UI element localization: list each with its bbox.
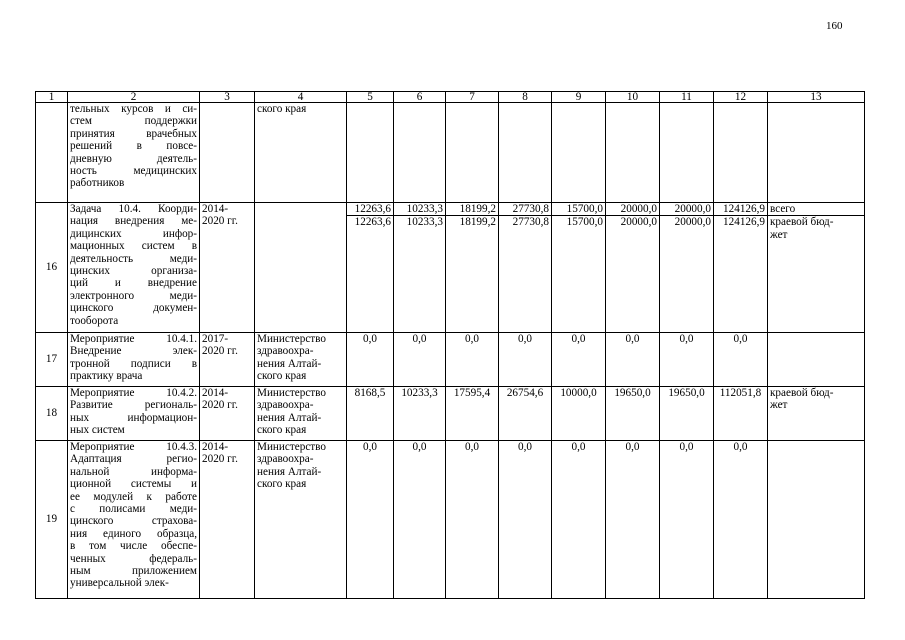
activity-name [68,203,200,333]
value: 12263,6 [347,215,393,228]
activity-name-line: тельных курсов и си- [70,103,197,115]
value: 20000,0 [660,215,713,228]
value-cell [347,333,394,387]
value: 27730,8 [499,215,551,228]
value: 10233,3 [394,215,445,228]
value: 0,0 [733,333,748,345]
activity-name-line: нация внедрения ме- [70,215,197,228]
executor [255,103,347,203]
executor [255,441,347,599]
header-cell: 1 [36,92,68,103]
activity-name-line: ность медицинских [70,165,197,178]
header-cell: 6 [394,92,446,103]
header-row [36,92,865,103]
value-cell [446,333,499,387]
activity-name-line: универсальной элек- [70,577,169,590]
funding-source [768,203,865,333]
value: 112051,8 [719,387,762,399]
activity-name-line: тооборота [70,314,119,327]
header-cell: 13 [768,92,865,103]
executor-line: ского края [257,103,307,115]
executor [255,333,347,387]
executor [255,203,347,333]
value-cell [394,387,446,441]
period-line: 2020 гг. [202,215,238,228]
header-cell: 2 [68,92,200,103]
activity-name [68,103,200,203]
row-number: 17 [36,333,68,387]
header-cell: 12 [714,92,768,103]
activity-name-line: цинских организа- [70,265,197,278]
funding-source-line: всего [770,203,796,215]
period-line: 2014- [202,387,229,399]
table-row [36,103,865,203]
funding-source [768,387,865,441]
value: 15700,0 [552,215,605,228]
activity-name-line: ным приложением [70,565,197,578]
value: 0,0 [625,333,640,345]
program-table [35,91,865,599]
value-cell [446,387,499,441]
value: 0,0 [412,441,427,453]
value-cell [606,441,660,599]
executor-line: Министерство [257,387,326,399]
activity-name-line: Мероприятие 10.4.3. [70,441,197,453]
activity-name-line: Мероприятие 10.4.2. [70,387,197,399]
table-row [36,387,865,441]
value: 0,0 [363,333,377,345]
executor-line: ского края [257,424,307,437]
header-cell: 10 [606,92,660,103]
activity-name-line: решений в повсе- [70,140,197,153]
value-cell [394,333,446,387]
activity-name-line: Внедрение элек- [70,345,197,358]
value-cell [552,387,606,441]
value-cell [499,333,552,387]
period-line: 2014- [202,441,229,453]
activity-name-line: практику врача [70,370,143,383]
value-cell [446,103,499,203]
activity-name-line: в том числе обеспе- [70,540,197,553]
value: 124126,9 [714,215,767,228]
executor-line: Министерство [257,441,326,453]
value: 10233,3 [406,203,443,215]
activity-name-line: нальной информа- [70,465,197,478]
activity-name-line: деятельность меди- [70,252,197,265]
activity-name-line: дицинских инфор- [70,227,197,240]
header-cell: 5 [347,92,394,103]
activity-name [68,441,200,599]
funding-source-line: краевой бюд- жет [770,387,834,412]
activity-name-line: Мероприятие 10.4.1. [70,333,197,345]
executor-line: здравоохра- [257,345,314,358]
activity-name-line: с полисами меди- [70,503,197,516]
period [200,203,255,333]
table-row [36,333,865,387]
activity-name-line: цинского докумен- [70,302,197,315]
table-row [36,203,865,333]
period [200,103,255,203]
value-cell [606,103,660,203]
header-cell: 11 [660,92,714,103]
value: 27730,8 [512,203,549,215]
value: 17595,4 [453,387,491,399]
value: 20000,0 [674,203,711,215]
funding-source [768,103,865,203]
value-cell [552,441,606,599]
value: 0,0 [518,441,532,453]
value: 19650,0 [614,387,651,399]
value: 12263,6 [354,203,391,215]
executor-line: нения Алтай- [257,411,322,424]
value-cell [499,441,552,599]
value-cell [499,103,552,203]
funding-source-line: краевой бюд- жет [768,215,864,241]
value-cell [394,203,446,333]
value-cell [552,203,606,333]
activity-name-line: ченных федераль- [70,552,197,565]
activity-name [68,387,200,441]
activity-name [68,333,200,387]
executor-line: ского края [257,370,307,383]
executor-line: Министерство [257,333,326,345]
value: 26754,6 [506,387,544,399]
value: 0,0 [679,441,694,453]
value: 18199,2 [446,215,498,228]
value-cell [499,203,552,333]
value: 18199,2 [459,203,496,215]
row-number: 18 [36,387,68,441]
activity-name-line: Адаптация регио- [70,453,197,466]
value-cell [499,387,552,441]
period-line: 2020 гг. [202,345,238,358]
value: 19650,0 [668,387,705,399]
activity-name-line: дневную деятель- [70,152,197,165]
value: 10233,3 [401,387,438,399]
period-line: 2017- [202,333,229,345]
executor [255,387,347,441]
value-cell [714,441,768,599]
value-cell [606,387,660,441]
period [200,387,255,441]
header-cell: 3 [200,92,255,103]
row-number [36,103,68,203]
value: 0,0 [625,441,640,453]
activity-name-line: работников [70,177,125,190]
funding-source [768,441,865,599]
value: 0,0 [465,441,479,453]
period-line: 2020 гг. [202,399,238,412]
executor-line: нения Алтай- [257,465,322,478]
activity-name-line: принятия врачебных [70,127,197,140]
activity-name-line: ее модулей к работе [70,490,197,503]
value: 8168,5 [354,387,386,399]
table-row [36,441,865,599]
activity-name-line: ния единого образца, [70,527,197,540]
value: 0,0 [465,333,479,345]
value-cell [660,103,714,203]
value-cell [660,203,714,333]
activity-name-line: ций и внедрение [70,277,197,290]
header-cell: 9 [552,92,606,103]
activity-name-line: тронной подписи в [70,357,197,370]
value: 0,0 [518,333,532,345]
value-cell [394,103,446,203]
activity-name-line: ных информацион- [70,411,197,424]
header-cell: 7 [446,92,499,103]
activity-name-line: электронного меди- [70,289,197,302]
row-number: 16 [36,203,68,333]
period-line: 2020 гг. [202,453,238,466]
value: 0,0 [412,333,427,345]
value-cell [347,387,394,441]
value-cell [552,103,606,203]
value-cell [552,333,606,387]
page-number: 160 [826,20,843,32]
value: 0,0 [733,441,748,453]
activity-name-line: ционной системы и [70,478,197,491]
value-cell [714,203,768,333]
value-cell [446,203,499,333]
value-cell [347,103,394,203]
value: 15700,0 [566,203,603,215]
value-cell [394,441,446,599]
value: 124126,9 [723,203,765,215]
period [200,441,255,599]
value: 10000,0 [560,387,597,399]
executor-line: здравоохра- [257,453,314,466]
value-cell [714,103,768,203]
period [200,333,255,387]
value-cell [606,203,660,333]
value-cell [446,441,499,599]
value-cell [606,333,660,387]
value-cell [347,441,394,599]
activity-name-line: Развитие региональ- [70,399,197,412]
value-cell [660,387,714,441]
value: 0,0 [679,333,694,345]
executor-line: нения Алтай- [257,357,322,370]
period-line: 2014- [202,203,229,215]
activity-name-line: стем поддержки [70,115,197,128]
value: 0,0 [571,441,586,453]
header-cell: 8 [499,92,552,103]
value-cell [660,441,714,599]
activity-name-line: Задача 10.4. Коорди- [70,203,197,215]
activity-name-line: мационных систем в [70,240,197,253]
value: 0,0 [363,441,377,453]
activity-name-line: цинского страхова- [70,515,197,528]
value-cell [660,333,714,387]
executor-line: здравоохра- [257,399,314,412]
activity-name-line: ных систем [70,424,125,437]
row-number: 19 [36,441,68,599]
value: 20000,0 [606,215,659,228]
executor-line: ского края [257,478,307,491]
value: 0,0 [571,333,586,345]
header-cell: 4 [255,92,347,103]
value: 20000,0 [620,203,657,215]
value-cell [714,333,768,387]
value-cell [714,387,768,441]
funding-source [768,333,865,387]
value-cell [347,203,394,333]
